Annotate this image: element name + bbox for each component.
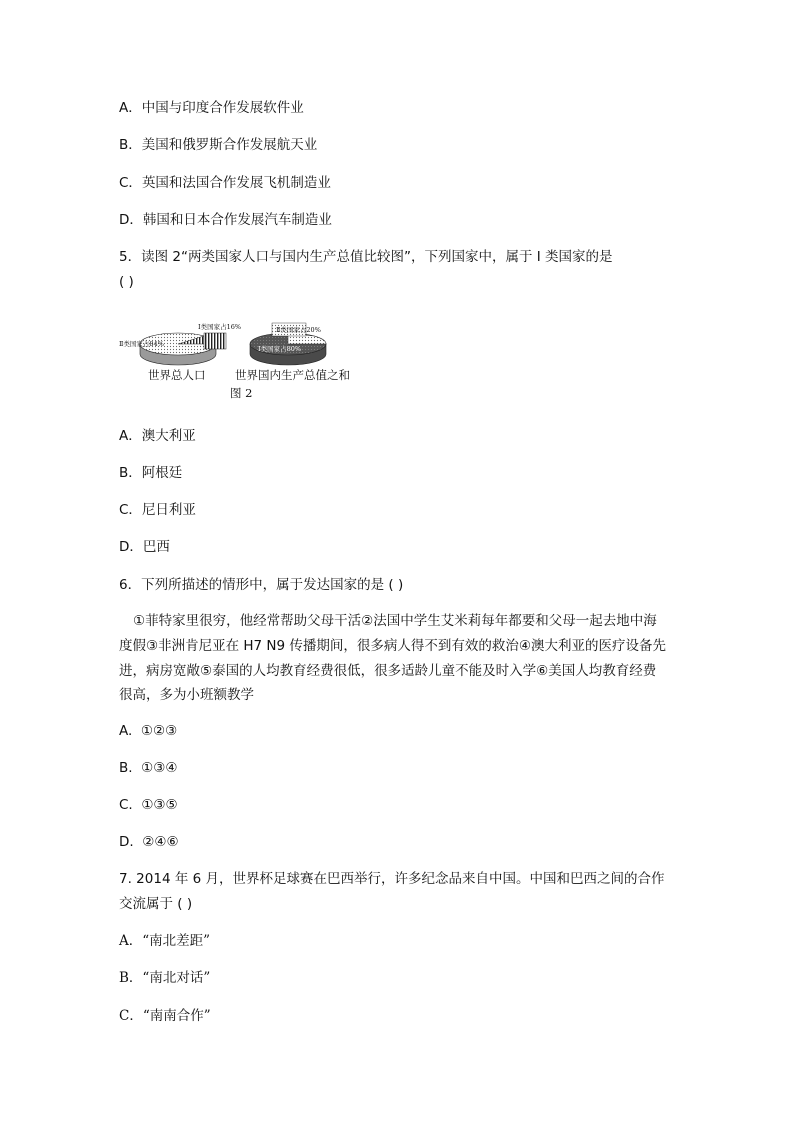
option-letter: B. [119, 760, 133, 776]
q4-option-b [119, 135, 317, 155]
q6-passage-line: 进，病房宽敞⑤泰国的人均教育经费很低，很多适龄儿童不能及时入学⑥美国人均教育经费 [119, 663, 657, 679]
option-text: ②④⑥ [142, 834, 179, 850]
option-text: 韩国和日本合作发展汽车制造业 [142, 212, 332, 228]
q6-passage-line: ①菲特家里很穷，他经常帮助父母干活②法国中学生艾米莉每年都要和父母一起去地中海 [133, 613, 657, 629]
option-text: 澳大利亚 [141, 428, 196, 444]
figure-label: 图 2 [230, 386, 253, 400]
q7-option-b [119, 968, 210, 988]
q4-option-a [119, 98, 304, 118]
q5-option-c [119, 500, 196, 520]
option-letter: D. [119, 834, 134, 850]
option-text: 中国与印度合作发展软件业 [141, 100, 304, 116]
option-letter: B． [119, 137, 142, 153]
pie2-label-ii: Ⅱ类国家占20% [276, 326, 321, 334]
pie-chart-svg [118, 318, 378, 406]
pie1-exploded-i [204, 333, 226, 349]
option-letter: D． [119, 212, 143, 228]
option-letter: A． [119, 428, 142, 444]
q7-stem-continued: 交流属于 ( ) [119, 896, 193, 912]
q5-option-a [119, 426, 196, 446]
q5-answer-bracket: ( ) [119, 274, 134, 290]
option-letter: B． [119, 465, 142, 481]
q6-passage-line: 很高，多为小班额教学 [119, 687, 254, 703]
option-text: 尼日利亚 [141, 502, 196, 518]
option-letter: C． [119, 175, 142, 191]
option-text: 阿根廷 [141, 465, 183, 481]
option-text: “南北差距” [142, 933, 211, 949]
q7-stem: 7. 2014 年 6 月，世界杯足球赛在巴西举行，许多纪念品来自中国。中国和巴西之间的合作 [119, 871, 665, 887]
option-letter: C. [119, 797, 133, 813]
option-letter: A. [119, 723, 133, 739]
pie2-label-i: Ⅰ类国家占80% [258, 345, 302, 353]
q6-passage-line: 度假③非洲肯尼亚在 H7 N9 传播期间，很多病人得不到有效的救治④澳大利亚的医疗设备先 [119, 638, 667, 654]
q6-option-a [119, 721, 177, 741]
q6-option-b [119, 758, 177, 778]
q5-stem: 5．读图 2“两类国家人口与国内生产总值比较图”，下列国家中，属于 I 类国家的是 [119, 249, 613, 265]
option-letter: A． [119, 933, 143, 949]
pie-world-population [119, 322, 241, 382]
q6-option-c [119, 795, 178, 815]
option-letter: B． [119, 970, 143, 986]
option-text: ①③⑤ [141, 797, 178, 813]
q6-stem: 6．下列所描述的情形中，属于发达国家的是 ( ) [119, 577, 404, 593]
option-text: ①②③ [140, 723, 178, 739]
option-text: 美国和俄罗斯合作发展航天业 [141, 137, 318, 153]
option-text: 巴西 [142, 539, 170, 555]
option-text: ①③④ [141, 760, 178, 776]
option-text: “南南合作” [142, 1008, 211, 1024]
q7-option-c [119, 1006, 211, 1026]
option-letter: C． [119, 1008, 143, 1024]
population-gdp-pie-figure [118, 318, 378, 406]
q4-option-d [119, 210, 332, 230]
option-letter: A． [119, 100, 142, 116]
pie-world-gdp [235, 323, 350, 382]
option-text: “南北对话” [142, 970, 211, 986]
pie2-caption: 世界国内生产总值之和 [235, 368, 350, 382]
q5-option-b [119, 463, 182, 483]
q7-option-a [119, 931, 210, 951]
pie1-label-i: Ⅰ类国家占16% [198, 323, 242, 331]
option-text: 英国和法国合作发展飞机制造业 [141, 175, 331, 191]
option-letter: C． [119, 502, 142, 518]
pie1-label-ii: Ⅱ类国家占84% [119, 340, 164, 348]
q6-option-d [119, 832, 179, 852]
option-letter: D． [119, 539, 143, 555]
q4-option-c [119, 173, 331, 193]
q5-option-d [119, 537, 170, 557]
pie1-caption: 世界总人口 [148, 368, 206, 382]
